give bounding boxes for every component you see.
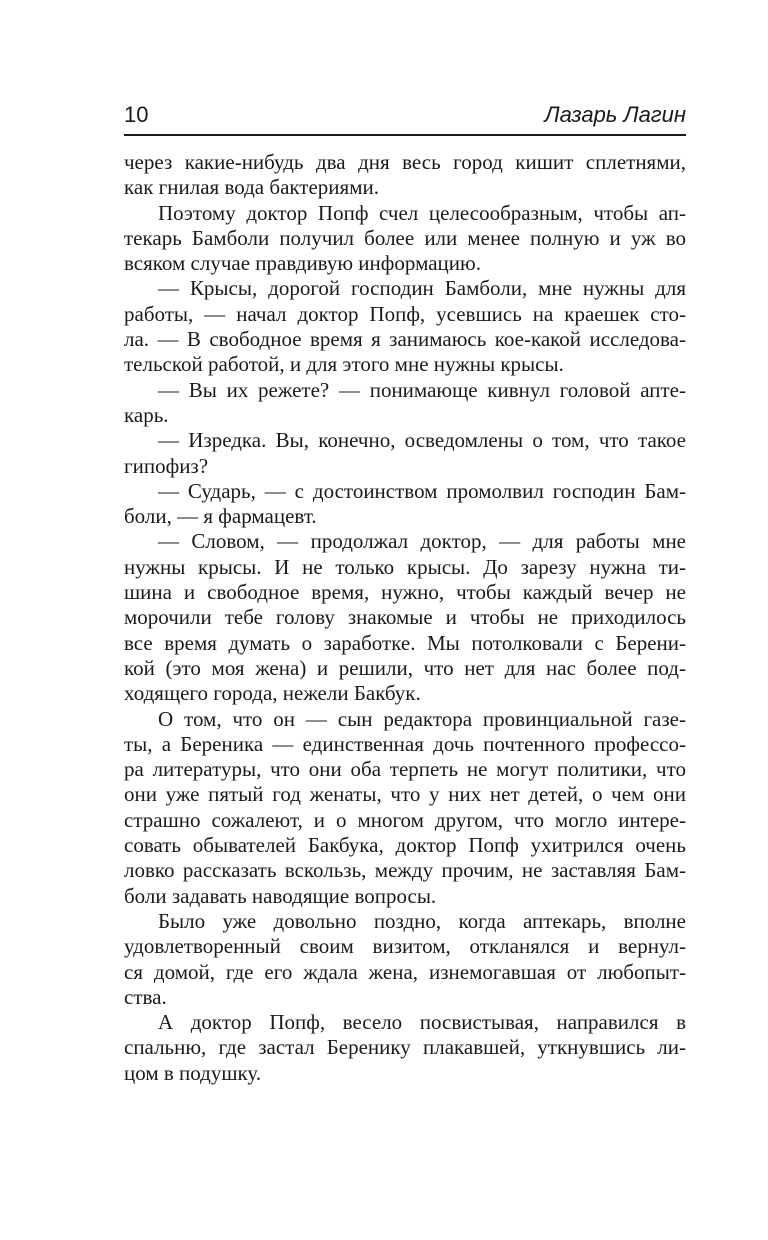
paragraph: [124, 276, 686, 377]
text-line: нужны крысы. И не только крысы. До зарезу нужна ти-: [124, 554, 686, 579]
text-line: боли, — я фармацевт.: [124, 504, 317, 529]
text-line: ства.: [124, 984, 167, 1009]
text-line: страшно сожалеют, и о многом другом, что могло интере-: [124, 807, 686, 832]
text-line: — Изредка. Вы, конечно, осведомлены о том, что такое: [158, 428, 686, 453]
text-line: — Сударь, — с достоинством промолвил господин Бам-: [158, 478, 686, 503]
text-line: ла. — В свободное время я занимаюсь кое-какой исследова-: [124, 327, 686, 352]
paragraph: [124, 378, 686, 429]
page-number: 10: [124, 102, 149, 127]
text-line: совать обывателей Бакбука, доктор Попф ухитрился очень: [124, 833, 686, 858]
text-line: текарь Бамболи получил более или менее полную и уж во: [124, 225, 686, 250]
text-line: работы, — начал доктор Попф, усевшись на краешек сто-: [124, 301, 686, 326]
header-rule: [124, 134, 686, 136]
text-line: ты, а Береника — единственная дочь почтенного профессо-: [124, 731, 686, 756]
paragraph: [124, 428, 686, 479]
text-line: — Словом, — продолжал доктор, — для работы мне: [158, 529, 686, 554]
text-line: через какие-нибудь два дня весь город кишит сплетнями,: [124, 150, 686, 174]
text-line: всяком случае правдивую информацию.: [124, 251, 481, 276]
text-line: они уже пятый год женаты, что у них нет детей, о чем они: [124, 782, 686, 807]
text-line: ходящего города, нежели Бакбук.: [124, 681, 421, 706]
text-line: гипофиз?: [124, 453, 209, 478]
text-line: шина и свободное время, нужно, чтобы каждый вечер не: [124, 580, 686, 605]
text-line: цом в подушку.: [124, 1060, 262, 1085]
text-line: — Крысы, дорогой господин Бамболи, мне нужны для: [158, 276, 686, 301]
text-line: А доктор Попф, весело посвистывая, направился в: [158, 1010, 686, 1035]
text-line: морочили тебе голову знакомые и чтобы не приходилось: [124, 605, 686, 630]
text-line: О том, что он — сын редактора провинциальной газе-: [158, 706, 686, 731]
text-line: как гнилая вода бактериями.: [124, 175, 379, 200]
book-page: [124, 0, 686, 1240]
text-line: ся домой, где его ждала жена, изнемогавшая от любопыт-: [124, 959, 686, 984]
paragraph: [124, 150, 686, 201]
text-line: удовлетворенный своим визитом, откланялся и вернул-: [124, 934, 686, 959]
paragraph: [124, 707, 686, 909]
text-line: — Вы их режете? — понимающе кивнул головой апте-: [158, 377, 686, 402]
text-line: боли задавать наводящие вопросы.: [124, 883, 437, 908]
running-head: Лазарь Лагин: [544, 102, 686, 127]
paragraph: [124, 1010, 686, 1086]
text-line: карь.: [124, 402, 169, 427]
paragraph: [124, 909, 686, 1010]
body-text: [124, 150, 686, 1086]
paragraph: [124, 201, 686, 277]
text-line: Поэтому доктор Попф счел целесообразным, чтобы ап-: [158, 200, 686, 225]
text-line: все время думать о заработке. Мы потолковали с Берени-: [124, 630, 686, 655]
text-line: Было уже довольно поздно, когда аптекарь, вполне: [158, 908, 686, 933]
text-line: спальню, где застал Беренику плакавшей, уткнувшись ли-: [124, 1035, 686, 1060]
text-line: кой (это моя жена) и решили, что нет для нас более под-: [124, 655, 686, 680]
text-line: ловко рассказать вскользь, между прочим, не заставляя Бам-: [124, 858, 686, 883]
paragraph: [124, 529, 686, 706]
text-line: тельской работой, и для этого мне нужны крысы.: [124, 352, 564, 377]
text-line: ра литературы, что они оба терпеть не могут политики, что: [124, 757, 686, 782]
paragraph: [124, 479, 686, 530]
page-header: [124, 100, 686, 130]
